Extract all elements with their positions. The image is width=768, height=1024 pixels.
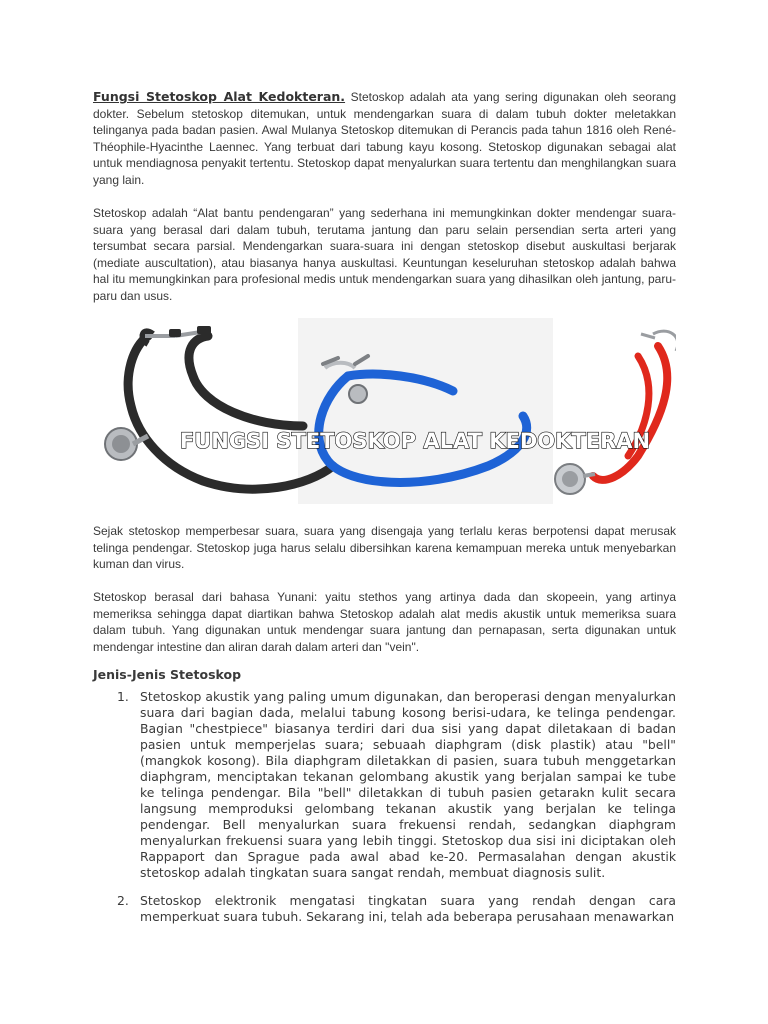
stethoscope-banner-image — [93, 316, 676, 506]
types-heading: Jenis-Jenis Stetoskop — [93, 667, 242, 682]
paragraph-sejak: Sejak stetoskop memperbesar suara, suara yang disengaja yang terlalu keras berpotensi dapat merusak telinga pendengar. Stetoskop juga harus selalu dibersihkan karena kemampuan mereka untuk menyebarkan kuman dan virus. — [93, 524, 676, 571]
list-item — [93, 893, 676, 925]
list-item-text: Stetoskop akustik yang paling umum digunakan, dan beroperasi dengan menyalurkan suara dari bagian dada, melalui tabung kosong berisi-udara, ke telinga pendengar. Bagian "chestpiece" biasanya terdiri dari dua sisi yang dapat diletakaan di badan pasien untuk memperjelas suara; sebuaah diaphgram (disk plastik) atau "bell" (mangkok kosong). Bila diaphgram diletakkan di pasien, suara tubuh menggetarkan diaphgram, menciptakan tekanan gelombang akustik yang berjalan sampai ke tube ke telinga pendengar. Bila "bell" diletakkan di tubuh pasien getarakn kulit secara langsung memproduksi gelombang tekanan akustik yang berjalan ke telinga pendengar. Bell menyalurkan suara frekuensi rendah, sedangkan diaphgram menyalurkan frekuensi suara yang lebih tinggi. Stetoskop dua sisi ini diciptakan oleh Rappaport dan Sprague pada awal abad ke-20. Permasalahan dengan akustik stetoskop adalah tingkatan suara sangat rendah, membuat diagnosis sulit. — [140, 689, 676, 880]
types-list — [93, 689, 676, 925]
list-item-text: Stetoskop elektronik mengatasi tingkatan suara yang rendah dengan cara memperkuat suara tubuh. Sekarang ini, telah ada beberapa perusahaan menawarkan — [140, 893, 676, 924]
intro-paragraph — [93, 89, 676, 188]
banner-photo-backdrop — [298, 318, 553, 504]
list-item-number: 2. — [117, 893, 129, 908]
list-item — [93, 689, 676, 881]
paragraph-alat-bantu: Stetoskop adalah “Alat bantu pendengaran” yang sederhana ini memungkinkan dokter mendengar suara-suara yang berasal dari dalam tubuh, terutama jantung dan paru selain persendian serta arteri yang tersumbat secara parsial. Mendengarkan suara-suara ini dengan stetoskop disebut auskultasi berjarak (mediate auscultation), atau biasanya hanya auskultasi. Keuntungan keseluruhan stetoskop adalah bahwa hal itu memungkinkan para profesional medis untuk mendengarkan suara yang dihasilkan oleh jantung, paru-paru dan usus. — [93, 206, 676, 303]
banner-caption: FUNGSI STETOSKOP ALAT KEDOKTERAN — [179, 429, 651, 453]
intro-body: Stetoskop adalah ata yang sering digunakan oleh seorang dokter. Sebelum stetoskop ditemukan, untuk mendengarkan suara di dalam tubuh dokter meletakkan telinganya pada badan pasien. Awal Mulanya Stetoskop ditemukan di Perancis pada tahun 1816 oleh René-Théophile-Hyacinthe Laennec. Yang terbuat dari tabung kayu kosong. Stetoskop digunakan sebagai alat untuk mendiagnosa penyakit tertentu. Stetoskop dapat menyalurkan suara tertentu dan menghilangkan suara yang lain. — [93, 90, 676, 187]
intro-lead-title: Fungsi Stetoskop Alat Kedokteran. — [93, 89, 346, 104]
paragraph-asal-kata: Stetoskop berasal dari bahasa Yunani: yaitu stethos yang artinya dada dan skopeein, yang artinya memeriksa sehingga dapat diartikan bahwa Stetoskop adalah alat medis akustik untuk memeriksa suara dalam tubuh. Yang digunakan untuk mendengar suara jantung dan pernapasan, serta digunakan untuk mendengar intestine dan aliran darah dalam arteri dan "vein". — [93, 590, 676, 654]
list-item-number: 1. — [117, 689, 129, 704]
